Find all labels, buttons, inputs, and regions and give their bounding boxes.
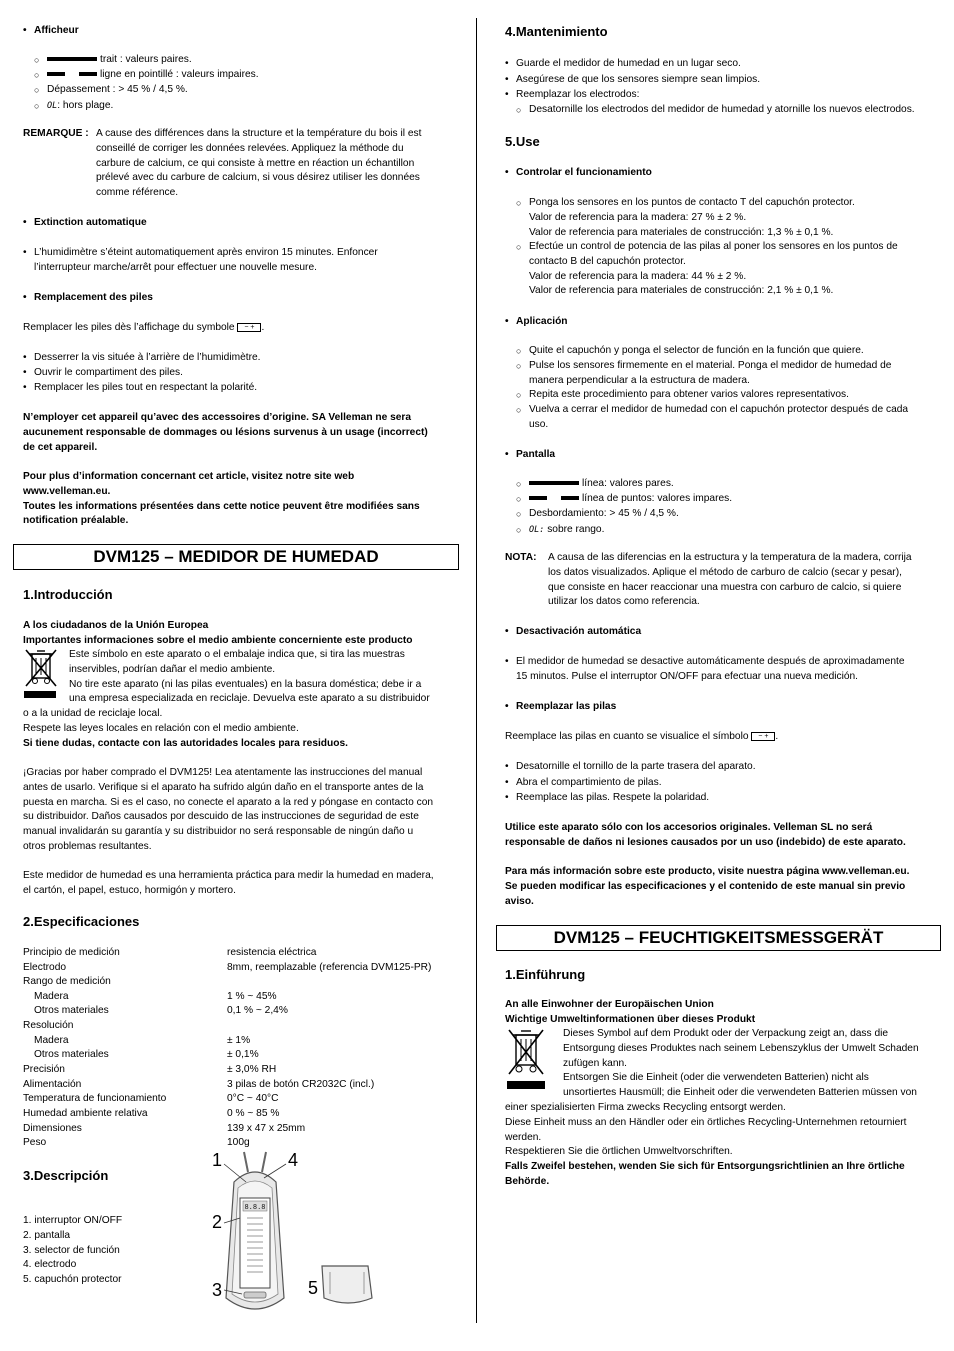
de-section-title: DVM125 – FEUCHTIGKEITSMESSGERÄT — [496, 925, 941, 951]
es-weee-after: o a la unidad de reciclaje local. Respete las leyes locales en relación con el medio ambiente. Si tiene dudas, contacte con las autoridades locales para residuos. — [23, 708, 348, 749]
solid-line-icon — [529, 481, 579, 485]
battery-icon: − + — [237, 323, 261, 332]
use-heading: 5.Use — [505, 134, 540, 149]
remarque-text: A cause des différences dans la structure et la température du bois il est conseillé de corriger les données relevées. Appliquez la méthode du carbure de calcium, ce qui consiste à mettre en réaction un échantillon prélevé avec du carbure de calcium, si vous désirez utiliser les données comme référence. — [96, 128, 422, 199]
extinction-title: • Extinction automatique — [23, 216, 147, 231]
es-intro-heading: 1.Introducción — [23, 587, 113, 602]
control-item-a: ○ Ponga los sensores en los puntos de contacto T del capuchón protector. Valor de referencia para la madera: 27 % ± 2 %. Valor de referencia para materiales de construcción: 1,3 % ± 0,1 %. — [505, 196, 855, 240]
es-specs-heading: 2.Especificaciones — [23, 914, 140, 929]
de-intro-heading: 1.Einführung — [505, 967, 586, 982]
reemplazar-pilas-title: • Reemplazar las pilas — [505, 700, 616, 715]
solid-line-icon — [47, 57, 97, 61]
reemplazar-pilas-intro: Reemplace las pilas en cuanto se visualice el símbolo − + . — [505, 731, 779, 742]
callout-4: 4 — [288, 1150, 299, 1170]
nota-label: NOTA: — [505, 552, 537, 563]
specs-table: Principio de medición resistencia eléctrica Electrodo 8mm, reemplazable (referencia DVM125-PR) Rango de medición Madera 1 % ~ 45% Otros materiales 0,1 % ~ 2,4% Resolución Madera ± 1% Otros materiales ± 0,1% Precisión ± 3,0% RH Alimentación 3 pilas de botón CR2032C (incl.) Temperatura de funcionamiento 0°C ~ 40°C Humedad ambiente relativa 0 % ~ 85 % Dimensiones 139 x 47 x 25mm Peso 100g — [23, 947, 432, 1148]
piles-item-2: • Ouvrir le compartiment des piles. — [23, 366, 183, 381]
callout-5: 5 — [308, 1278, 319, 1298]
battery-icon: − + — [751, 732, 775, 741]
column-divider — [476, 18, 477, 1323]
callout-3: 3 — [212, 1280, 223, 1300]
es-descripcion-heading: 3.Descripción — [23, 1168, 109, 1183]
es-info: Para más información sobre este producto, visite nuestra página www.velleman.eu. Se pueden modificar las especificaciones y el contenido de este manual sin previo aviso. — [505, 866, 910, 907]
weee-bin-icon — [23, 648, 63, 700]
desact-text: • El medidor de humedad se desactive automáticamente después de aproximadamente 15 minutos. Pulse el interruptor ON/OFF para efectuar una nueva medición. — [505, 655, 935, 685]
es-description-text: Este medidor de humedad es una herramienta práctica para medir la humedad en madera, el cartón, el papel, estuco, hormigón y mortero. — [23, 870, 434, 896]
control-item-b: ○ Efectúe un control de potencia de las pilas al poner los sensores en los puntos de contacto B del capuchón protector. Valor de referencia para la madera: 44 % ± 2 %. Valor de referencia para materiales de construcción: 2,1 % ± 0,1 %. — [505, 240, 898, 299]
weee-bin-icon — [505, 1027, 549, 1093]
es-thanks-text: ¡Gracias por haber comprado el DVM125! Lea atentamente las instrucciones del manual antes de usarlo. Verifique si el aparato ha sufrido algún daño en el transporte antes de la puesta en marcha. Si es el caso, no conecte el aparato a la red y póngase en contacto con su distribuidor. Daños causados por descuido de las instrucciones de seguridad de este manual invalidarán su garantía y su distribuidor no será responsable de ningún daño u otros problemas resultantes. — [23, 767, 434, 852]
spec-electrodo-value: 8mm, reemplazable (referencia DVM125-PR) — [227, 962, 432, 973]
nota-text: A causa de las diferencias en la estructura y la temperatura de la madera, corrija los datos visualizados. Aplique el método de carburo de calcio (secar y pesar), que consiste en hacer reaccionar una muestra con carburo de calcio, si quiere utilizar los datos como referencia. — [548, 552, 912, 608]
callout-1: 1 — [212, 1150, 223, 1170]
es-section-title: DVM125 – MEDIDOR DE HUMEDAD — [13, 544, 459, 570]
remarque-label: REMARQUE : — [23, 128, 89, 139]
de-weee-after: einer spezialisierten Firma zwecks Recycling entsorgt werden. Diese Einheit muss an den Händler oder ein örtliches Recycling-Unternehmen retourniert werden. Respektieren Sie die örtlichen Umweltvorschriften. Falls Zweifel bestehen, wenden Sie sich für Entsorgungsrichtlinien an Ihre örtliche Behörde. — [505, 1102, 907, 1187]
de-weee-text: Dieses Symbol auf dem Produkt oder der Verpackung zeigt an, dass die Entsorgung dieses Produktes nach seinem Lebenszyklus der Umwelt Schaden zufügen kann. Entsorgen Sie die Einheit (oder die verwendeten Batterien) nicht als unsortiertes Hausmüll; die Einheit oder die verwendeten Batterien müssen von — [563, 1028, 919, 1099]
afficheur-item-dotted: ○ ligne en pointillé : valeurs impaires. — [23, 68, 259, 83]
fr-info: Pour plus d’information concernant cet article, visitez notre site web www.velleman.eu. Toutes les informations présentées dans cette notice peuvent être modifiées sans notification préalable. — [23, 471, 420, 527]
piles-item-1: • Desserrer la vis située à l’arrière de l’humidimètre. — [23, 351, 260, 366]
es-eu-title: A los ciudadanos de la Unión Europea — [23, 620, 209, 631]
dotted-line-icon — [529, 496, 579, 500]
es-warning: Utilice este aparato sólo con los accesorios originales. Velleman SL no será responsable de daños ni lesiones causados por un uso (indebido) de este aparato. — [505, 822, 906, 848]
svg-text:8.8.8: 8.8.8 — [244, 1203, 266, 1211]
pantalla-title: • Pantalla — [505, 448, 555, 463]
callout-2: 2 — [212, 1212, 223, 1232]
es-env-title: Importantes informaciones sobre el medio ambiente concerniente este producto — [23, 635, 413, 646]
piles-intro: Remplacer les piles dès l’affichage du symbole − + . — [23, 322, 265, 333]
descripcion-list: 1. interruptor ON/OFF 2. pantalla 3. selector de función 4. electrodo 5. capuchón protector — [23, 1215, 123, 1286]
afficheur-item-solid: ○ trait : valeurs paires. — [23, 53, 192, 68]
extinction-text: • L’humidimètre s’éteint automatiquement après environ 15 minutes. Enfoncer l’interrupteur marche/arrêt pour effectuer une nouvelle mesure. — [23, 246, 433, 276]
control-title: • Controlar el funcionamiento — [505, 166, 652, 181]
afficheur-item-overflow: ○ Dépassement : > 45 % / 4,5 %. — [23, 83, 188, 98]
mantenimiento-heading: 4.Mantenimiento — [505, 24, 608, 39]
afficheur-item-ol: ○ OL: hors plage. — [23, 99, 113, 114]
desact-title: • Desactivación automática — [505, 625, 641, 640]
dotted-line-icon — [47, 72, 97, 76]
fr-warning: N’employer cet appareil qu’avec des accessoires d’origine. SA Velleman ne sera aucunement responsable de dommages ou lésions survenus à un usage (incorrect) de cet appareil. — [23, 412, 428, 453]
afficheur-title: • Afficheur — [23, 24, 79, 39]
device-illustration — [200, 1148, 380, 1323]
aplicacion-title: • Aplicación — [505, 315, 568, 330]
piles-title: • Remplacement des piles — [23, 291, 153, 306]
piles-item-3: • Remplacer les piles tout en respectant la polarité. — [23, 381, 257, 396]
es-weee-text: Este símbolo en este aparato o el embalaje indica que, si tira las muestras inservibles, podrían dañar el medio ambiente. No tire este aparato (ni las pilas eventuales) en la basura doméstica; debe ir a una empresa especializada en reciclaje. Devuelva este aparato a su distribuidor — [69, 649, 430, 705]
